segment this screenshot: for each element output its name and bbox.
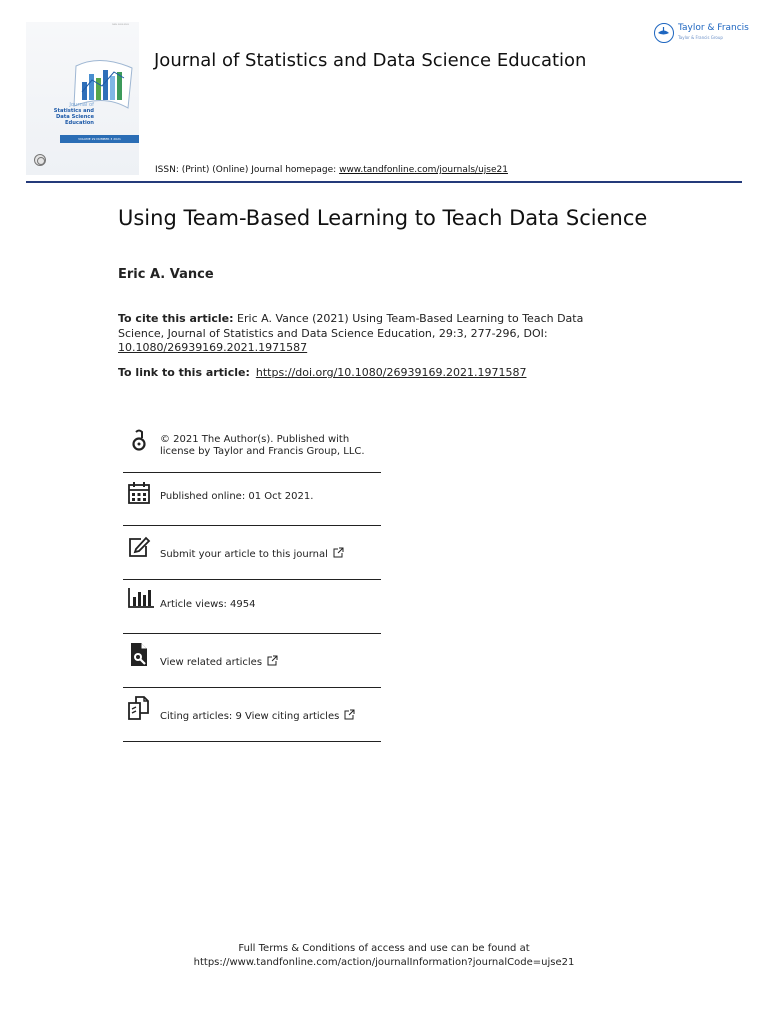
issn-text: ISSN: (Print) (Online) Journal homepage: [155,165,340,175]
article-views-row [123,580,381,634]
journal-homepage-link[interactable]: www.tandfonline.com/journals/ujse21 [339,165,508,175]
document-search-icon [127,642,151,666]
published-date-text: Published online: 01 Oct 2021. [160,491,314,502]
footer-terms [0,942,768,970]
related-articles-label: View related articles [160,657,263,668]
external-link-icon [267,655,278,666]
header-divider [26,181,742,183]
cite-doi-link[interactable]: 10.1080/26939169.2021.1971587 [118,341,308,354]
external-link-icon [344,709,355,720]
citing-documents-icon [127,696,151,720]
license-text-line-1: © 2021 The Author(s). Published with [160,434,350,445]
license-text-line-2: license by Taylor and Francis Group, LLC. [160,446,365,457]
publisher-emblem-icon [34,154,46,166]
article-views-text: Article views: 4954 [160,599,256,610]
article-info-list [123,419,381,742]
citation-block [118,312,588,356]
cover-title-line-2: Data Science [56,114,94,120]
journal-cover-image [26,22,139,175]
article-doi-link[interactable]: https://doi.org/10.1080/26939169.2021.1971587 [255,366,527,379]
external-link-icon [333,547,344,558]
license-row [123,419,381,473]
publisher-name: Taylor & Francis [678,23,749,33]
calendar-icon [127,481,151,505]
related-articles-link[interactable] [160,655,278,669]
taylor-francis-logo-icon [654,23,674,43]
cover-title-pre: Journal of [69,102,94,108]
issn-line [155,165,508,175]
cover-issn-text: ISSN: 2693-9169 [112,24,129,26]
taylor-francis-logo[interactable] [654,22,750,46]
article-link-line [118,366,526,379]
journal-title: Journal of Statistics and Data Science Education [154,50,587,71]
published-row [123,473,381,526]
submit-article-label: Submit your article to this journal [160,549,328,560]
edit-icon [127,535,151,559]
related-articles-row[interactable] [123,634,381,688]
footer-line-1: Full Terms & Conditions of access and use can be found at [238,943,530,954]
cite-text: Eric A. Vance (2021) Using Team-Based Learning to Teach Data Science, Journal of Statistics and Data Science Education, 29:3, 277-296, DOI: [118,312,584,340]
open-access-icon [127,429,151,453]
article-title: Using Team-Based Learning to Teach Data Science [118,206,648,230]
author-name: Eric A. Vance [118,267,214,282]
citing-articles-label: Citing articles: 9 View citing articles [160,711,340,722]
citing-articles-row[interactable] [123,688,381,742]
citing-articles-link[interactable] [160,709,355,723]
submit-article-link[interactable] [160,547,344,561]
footer-terms-link[interactable]: https://www.tandfonline.com/action/journalInformation?journalCode=ujse21 [193,957,575,968]
bar-chart-icon [127,586,151,610]
cover-title [30,102,94,126]
cover-chart-art [26,22,139,175]
submit-article-row[interactable] [123,526,381,580]
cite-label: To cite this article: [118,312,234,325]
cover-title-line-1: Statistics and [53,108,94,114]
link-label: To link to this article: [118,366,250,379]
cover-issue-bar: VOLUME 29 NUMBER 3 2021 [60,135,139,143]
cover-title-line-3: Education [64,120,94,126]
publisher-subtitle: Taylor & Francis Group [678,35,723,40]
